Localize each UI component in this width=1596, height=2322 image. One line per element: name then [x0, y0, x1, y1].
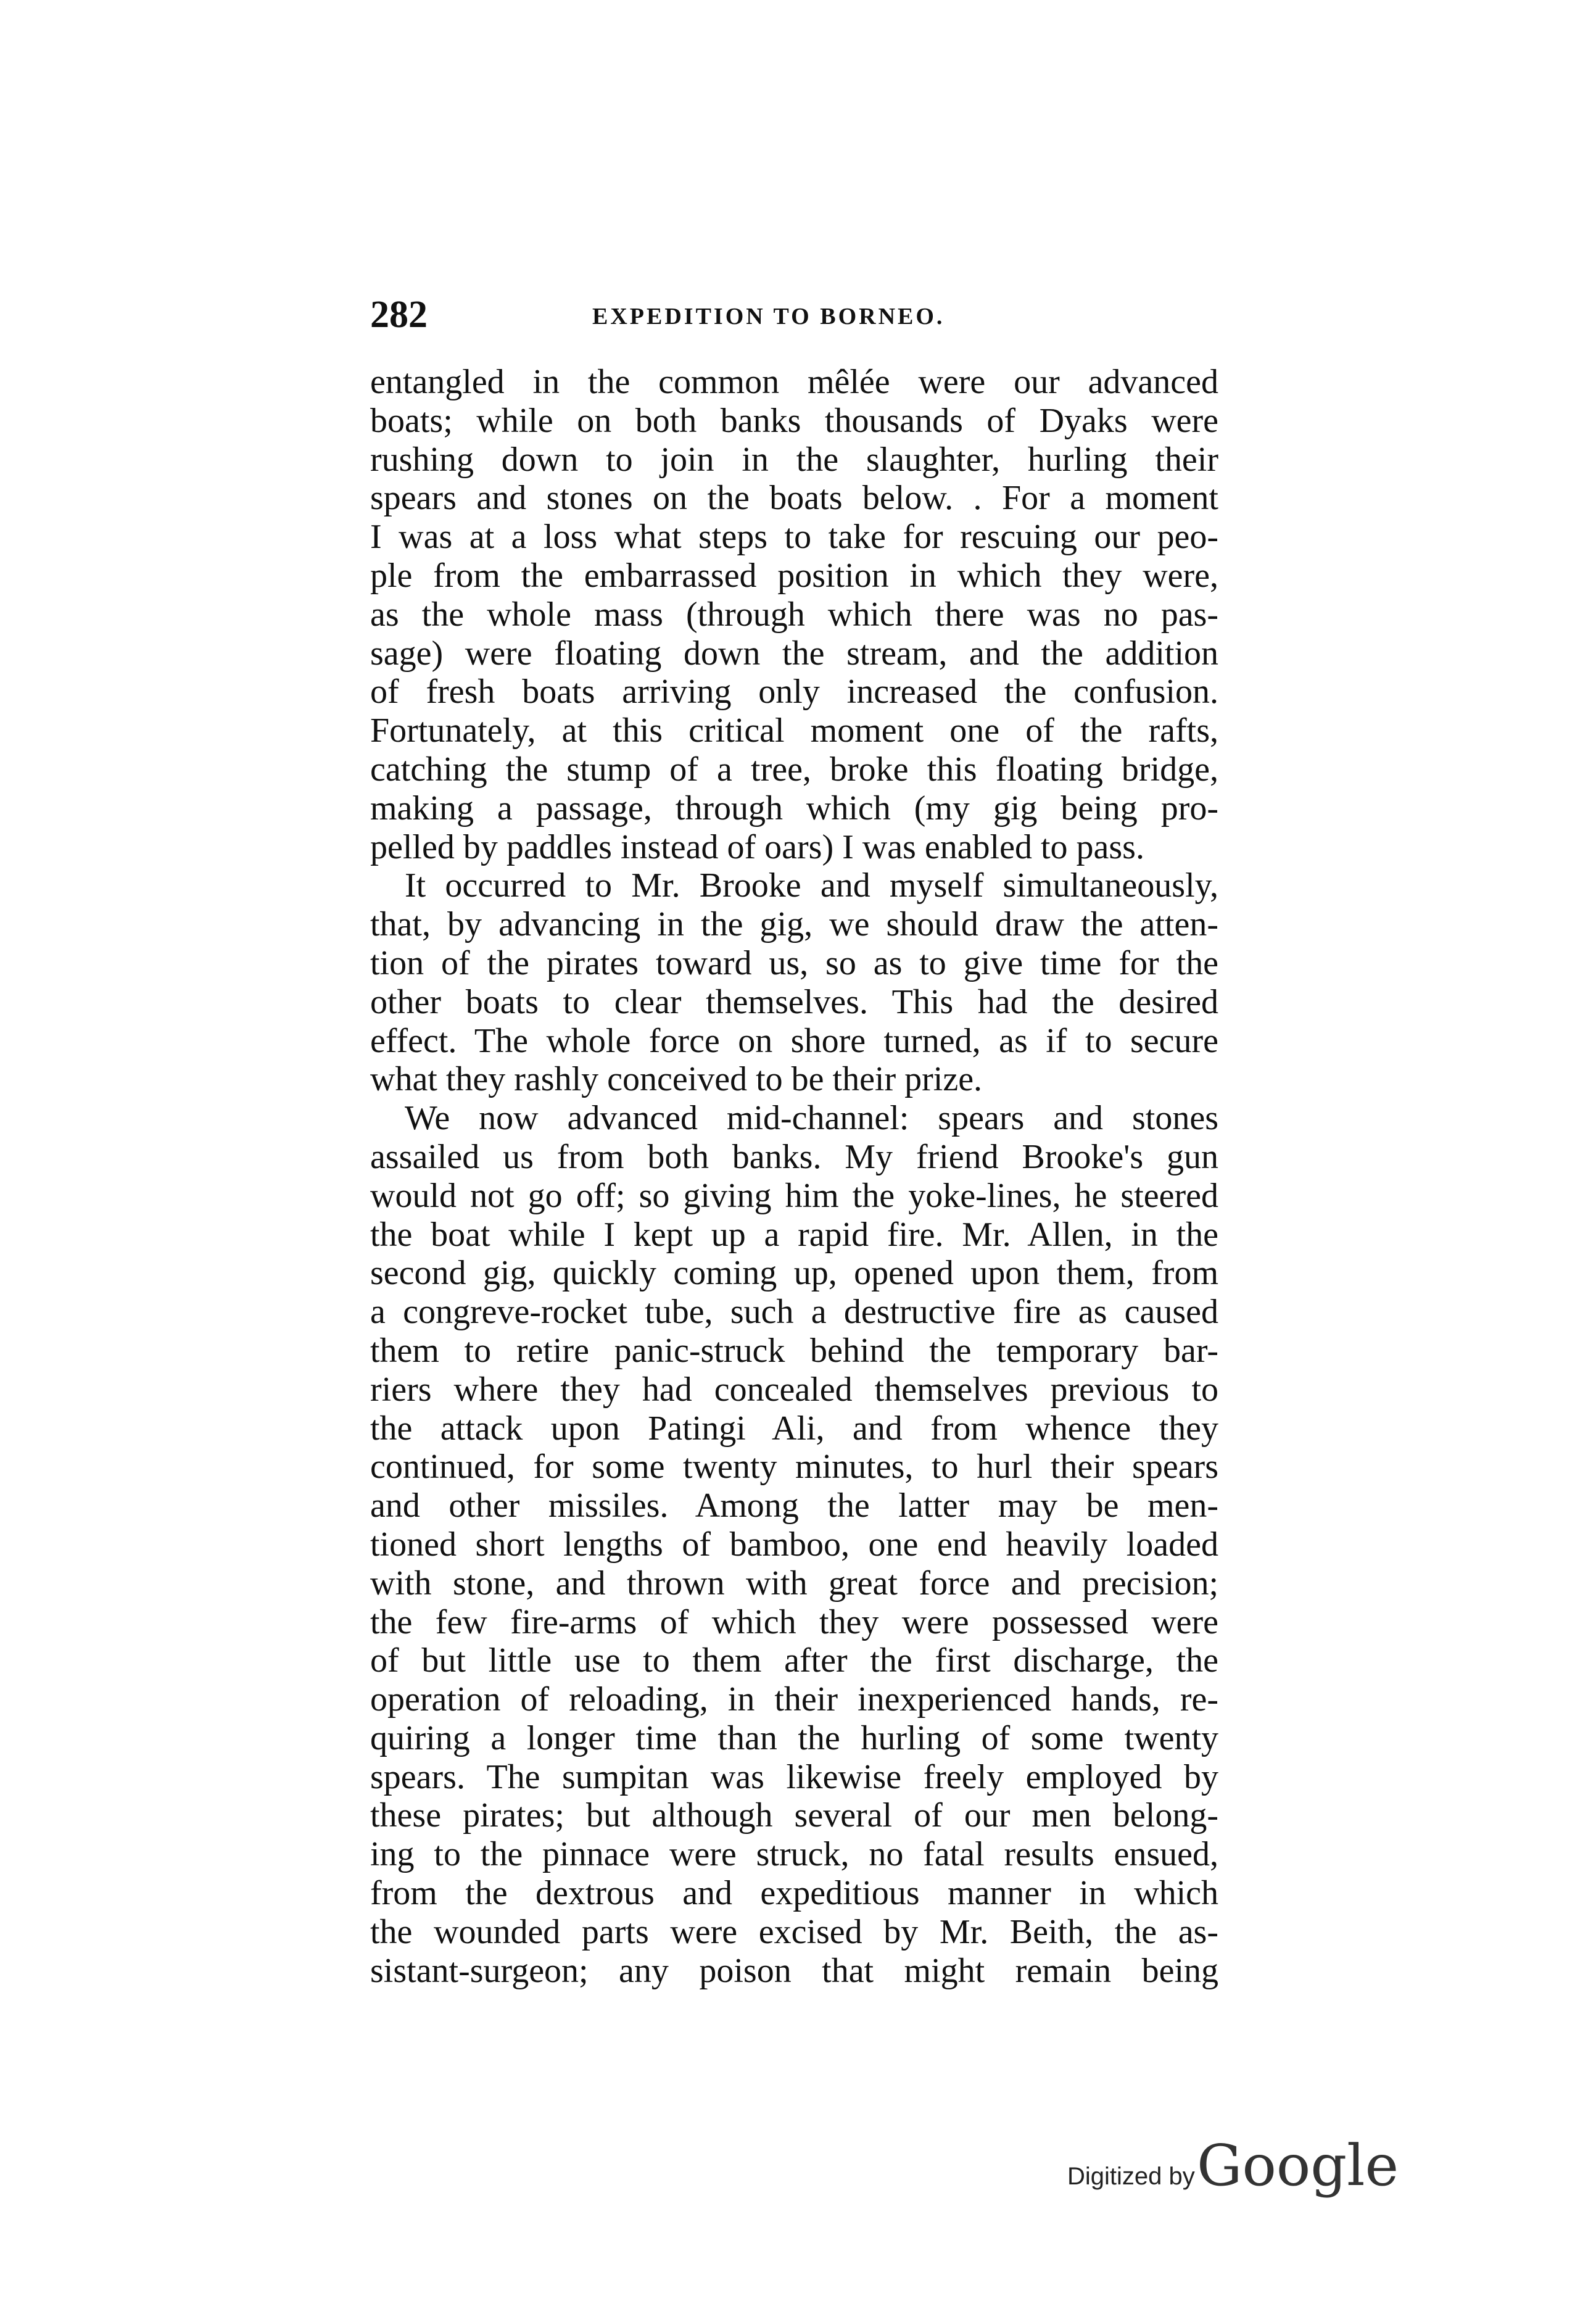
text-line: operation of reloading, in their inexperienced hands, re- — [370, 1680, 1218, 1719]
text-line: from the dextrous and expeditious manner in which — [370, 1874, 1218, 1913]
text-line: the boat while I kept up a rapid fire. Mr. Allen, in the — [370, 1215, 1218, 1254]
text-line: pelled by paddles instead of oars) I was enabled to pass. — [370, 827, 1144, 866]
text-line: sistant-surgeon; any poison that might remain being — [370, 1951, 1218, 1990]
text-line: I was at a loss what steps to take for rescuing our peo- — [370, 518, 1218, 557]
watermark-prefix: Digitized by — [1067, 2163, 1195, 2190]
text-line: making a passage, through which (my gig being pro- — [370, 789, 1218, 827]
digitized-by-google-watermark — [1067, 2135, 1400, 2203]
text-line: tioned short lengths of bamboo, one end heavily loaded — [370, 1525, 1218, 1564]
text-line: the few fire-arms of which they were possessed were — [370, 1603, 1218, 1641]
text-line: rushing down to join in the slaughter, hurling their — [370, 440, 1218, 479]
text-line: what they rashly conceived to be their prize. — [370, 1060, 983, 1099]
text-line: riers where they had concealed themselves previous to — [370, 1370, 1218, 1409]
text-line: ing to the pinnace were struck, no fatal results ensued, — [370, 1835, 1218, 1874]
text-line: catching the stump of a tree, broke this floating bridge, — [370, 750, 1218, 789]
text-line: other boats to clear themselves. This had the desired — [370, 982, 1218, 1021]
text-line: sage) were floating down the stream, and the addition — [370, 634, 1218, 673]
text-line: that, by advancing in the gig, we should draw the atten- — [370, 905, 1218, 944]
text-line: of fresh boats arriving only increased the confusion. — [370, 673, 1218, 711]
text-line: second gig, quickly coming up, opened upon them, from — [370, 1254, 1218, 1293]
text-line: these pirates; but although several of our men belong- — [370, 1796, 1218, 1835]
text-line: of but little use to them after the first discharge, the — [370, 1641, 1218, 1680]
text-line: them to retire panic-struck behind the temporary bar- — [370, 1331, 1218, 1370]
running-title: EXPEDITION TO BORNEO. — [592, 304, 945, 330]
text-line: It occurred to Mr. Brooke and myself simultaneously, — [405, 866, 1218, 905]
text-line: entangled in the common mêlée were our advanced — [370, 363, 1218, 401]
text-line: boats; while on both banks thousands of Dyaks were — [370, 401, 1218, 440]
text-line: would not go off; so giving him the yoke-lines, he steered — [370, 1176, 1218, 1215]
text-line: quiring a longer time than the hurling of some twenty — [370, 1719, 1218, 1757]
body-text — [370, 363, 1218, 1990]
text-line: ple from the embarrassed position in which they were, — [370, 556, 1218, 595]
text-line: tion of the pirates toward us, so as to give time for the — [370, 943, 1218, 982]
text-line: the wounded parts were excised by Mr. Beith, the as- — [370, 1912, 1218, 1951]
text-line: spears. The sumpitan was likewise freely employed by — [370, 1757, 1218, 1796]
text-line: the attack upon Patingi Ali, and from whence they — [370, 1409, 1218, 1448]
text-line: We now advanced mid-channel: spears and stones — [405, 1099, 1218, 1138]
running-head — [370, 290, 1222, 339]
text-line: spears and stones on the boats below. . For a moment — [370, 479, 1218, 518]
text-line: as the whole mass (through which there was no pas- — [370, 595, 1218, 634]
text-line: with stone, and thrown with great force and precision; — [370, 1564, 1218, 1603]
google-logo: Google — [1197, 2133, 1399, 2199]
text-line: assailed us from both banks. My friend Brooke's gun — [370, 1137, 1218, 1176]
text-line: a congreve-rocket tube, such a destructive fire as caused — [370, 1293, 1218, 1332]
page-number: 282 — [370, 294, 428, 336]
text-line: continued, for some twenty minutes, to hurl their spears — [370, 1448, 1218, 1486]
text-line: Fortunately, at this critical moment one of the rafts, — [370, 711, 1218, 750]
text-line: effect. The whole force on shore turned, as if to secure — [370, 1021, 1218, 1060]
text-line: and other missiles. Among the latter may be men- — [370, 1486, 1218, 1525]
